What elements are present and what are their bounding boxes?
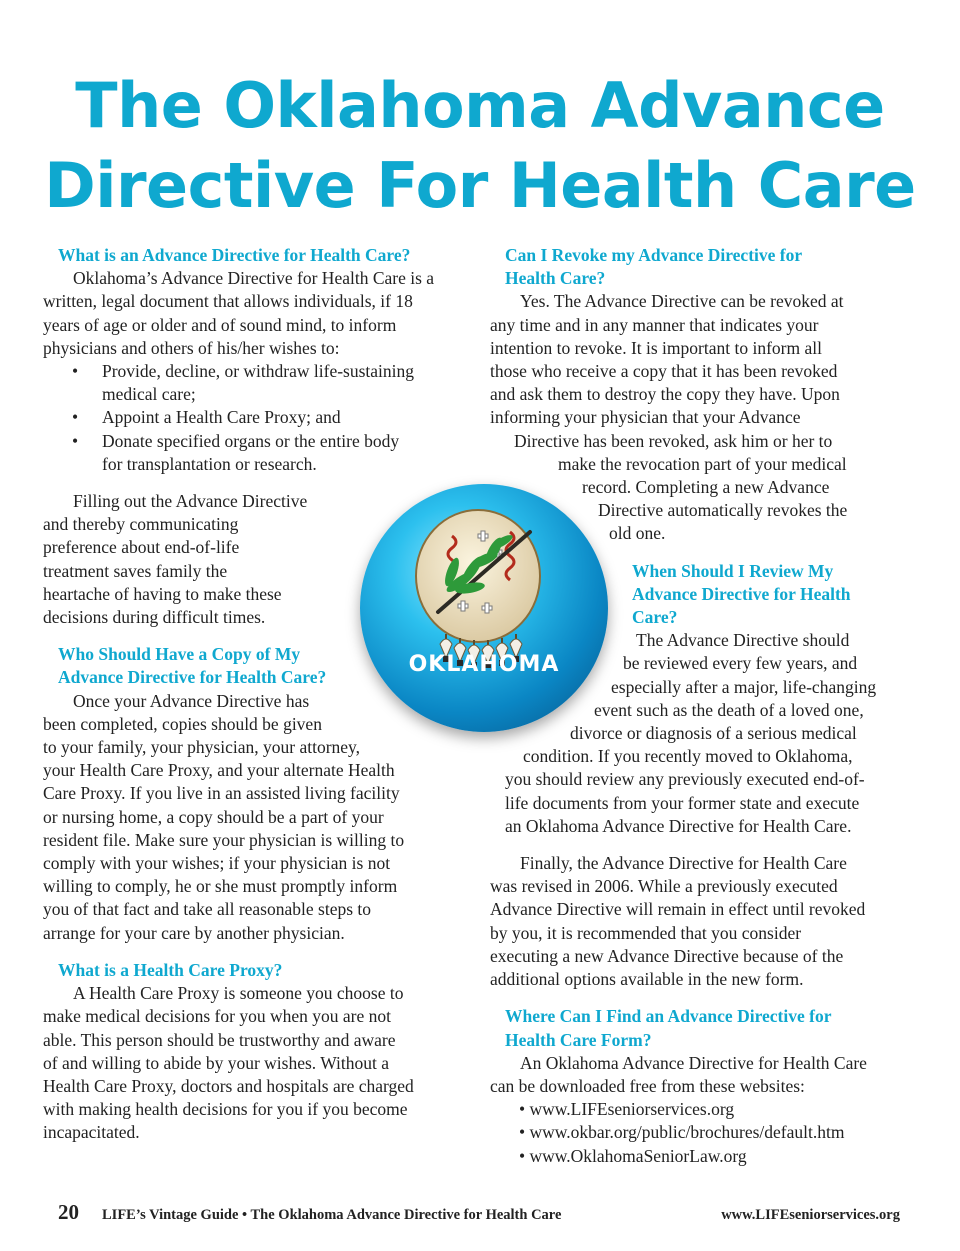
badge-label: OKLAHOMA (408, 652, 560, 677)
heading-what-is-advance-directive: What is an Advance Directive for Health Care? (58, 245, 411, 265)
paragraph-filling-out: Filling out the Advance Directive and thereby communicating preference about end-of-life treatment saves family the heartache of having to make these decisions during difficult times. (43, 491, 308, 628)
oklahoma-flag-badge (360, 484, 608, 732)
list-item: • Provide, decline, or withdraw life-sustaining medical care; (58, 360, 458, 406)
page-title (0, 66, 960, 226)
website-link[interactable]: • www.OklahomaSeniorLaw.org (505, 1145, 905, 1168)
heading-what-is-proxy: What is a Health Care Proxy? (58, 959, 283, 980)
paragraph-proxy: A Health Care Proxy is someone you choose to make medical decisions for you when you are not able. This person should be trustworthy and aware of and willing to abide by your wishes. Without a Health Care Proxy, doctors and hospitals are charged with making health decisions for you if you become incapacitated. (43, 983, 414, 1143)
heading-where-find: Where Can I Find an Advance Directive for Health Care Form? (505, 1006, 832, 1050)
footer (58, 1200, 902, 1230)
list-item: • Donate specified organs or the entire body for transplantation or research. (58, 430, 458, 476)
footer-guide-title: LIFE’s Vintage Guide • The Oklahoma Advance Directive for Health Care (102, 1207, 562, 1223)
wishes-list (58, 360, 458, 476)
paragraph-copies: Once your Advance Directive has been completed, copies should be given to your family, your physician, your attorney, your Health Care Proxy, and your alternate Health Care Proxy. If you live in an assisted living facility or nursing home, a copy should be a part of your resident file. Make sure your physician is willing to comply with your wishes; if your physician is not willing to comply, he or she must promptly inform you of that fact and take all reasonable steps to arrange for your care by another physician. (43, 690, 405, 943)
paragraph-finally: Finally, the Advance Directive for Health Care was revised in 2006. While a previously executed Advance Directive will remain in effect until revoked by you, it is recommended that you consider executing a new Advance Directive because of the additional options available in the new form. (490, 853, 866, 990)
heading-who-should-have-copy: Who Should Have a Copy of My Advance Directive for Health Care? (58, 644, 327, 688)
oklahoma-seal-icon (360, 484, 608, 732)
list-item: • Appoint a Health Care Proxy; and (58, 406, 458, 429)
footer-website[interactable]: www.LIFEseniorservices.org (721, 1207, 900, 1223)
paragraph-review: The Advance Directive should be reviewed every few years, and especially after a major, life-changing event such as the death of a loved one, divorce or diagnosis of a serious medical condition. If you recently moved to Oklahoma, you should review any previously executed end-of- life documents from your former state and execute an Oklahoma Advance Directive for Health Care. (505, 630, 877, 836)
paragraph-revoke: Yes. The Advance Directive can be revoked at any time and in any manner that indicates your intention to revoke. It is important to inform all those who receive a copy that it has been revoked and ask them to destroy the copy they have. Upon informing your physician that your Advance Directive has been revoked, ask him or her to make the revocation part of your medical record. Completing a new Advance Directive automatically revokes the old one. (490, 291, 848, 544)
heading-when-review: When Should I Review My Advance Directive for Health Care? (632, 560, 851, 628)
website-list (505, 1098, 905, 1168)
heading-can-i-revoke: Can I Revoke my Advance Directive for Health Care? (505, 245, 803, 289)
page-number: 20 (58, 1200, 79, 1224)
paragraph-download: An Oklahoma Advance Directive for Health Care can be downloaded free from these websites: (490, 1052, 867, 1096)
title-line-1: The Oklahoma Advance (75, 69, 885, 142)
website-link[interactable]: • www.LIFEseniorservices.org (505, 1098, 905, 1121)
website-link[interactable]: • www.okbar.org/public/brochures/default.htm (505, 1121, 905, 1144)
title-line-2: Directive For Health Care (44, 149, 916, 222)
paragraph-advance-directive-intro: Oklahoma’s Advance Directive for Health Care is a written, legal document that allows individuals, if 18 years of age or older and of sound mind, to inform physicians and others of his/her wishes to: (43, 268, 435, 358)
